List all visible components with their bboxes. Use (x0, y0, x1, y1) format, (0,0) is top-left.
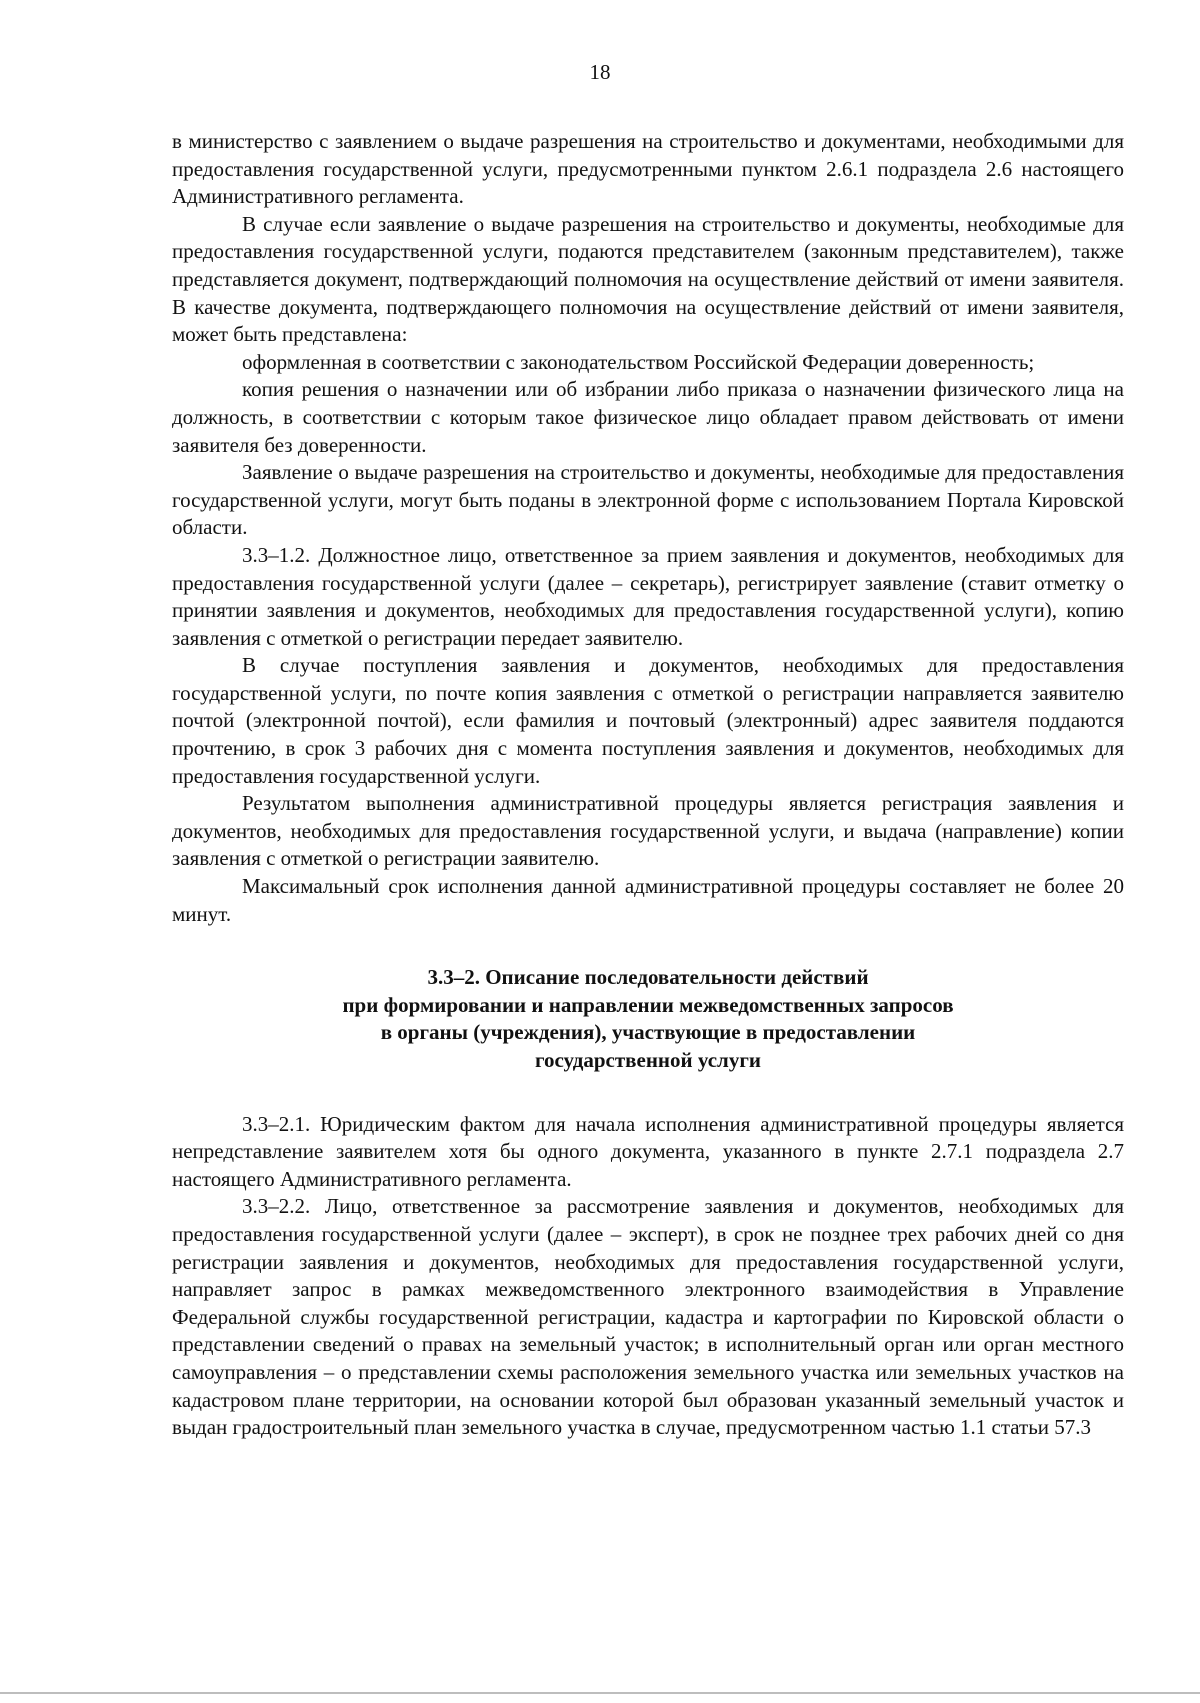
heading-line: в органы (учреждения), участвующие в предоставлении (380, 1020, 916, 1045)
heading-line: 3.3–2. Описание последовательности действий (427, 965, 869, 990)
scan-bottom-edge (0, 1692, 1200, 1694)
paragraph: Заявление о выдаче разрешения на строительство и документы, необходимые для предоставления государственной услуги, могут быть поданы в электронной форме с использованием Портала Кировской области. (172, 460, 1124, 540)
paragraph: 3.3–2.2. Лицо, ответственное за рассмотрение заявления и документов, необходимых для предоставления государственной услуги (далее – эксперт), в срок не позднее трех рабочих дней со дня регистрации заявления и документов, необходимых для предоставления государственной услуги, направляет запрос в рамках межведомственного электронного взаимодействия в Управление Федеральной службы государственной регистрации, кадастра и картографии по Кировской области о представлении сведений о правах на земельный участок; в исполнительный орган или орган местного самоуправления – о представлении схемы расположения земельного участка или земельных участков на кадастровом плане территории, на основании которой был образован указанный земельный участок и выдан градостроительный план земельного участка в случае, предусмотренном частью 1.1 статьи 57.3 (172, 1194, 1124, 1440)
paragraph: Результатом выполнения административной процедуры является регистрация заявления и документов, необходимых для предоставления государственной услуги, и выдача (направление) копии заявления с отметкой о регистрации заявителю. (172, 791, 1124, 871)
paragraphs-after-heading (172, 1111, 1124, 1442)
paragraph: 3.3–1.2. Должностное лицо, ответственное за прием заявления и документов, необходимых для предоставления государственной услуги (далее – секретарь), регистрирует заявление (ставит отметку о принятии заявления и документов, необходимых для предоставления государственной услуги), копию заявления с отметкой о регистрации передает заявителю. (172, 542, 1124, 650)
paragraph: 3.3–2.1. Юридическим фактом для начала исполнения административной процедуры является непредставление заявителем хотя бы одного документа, указанного в пункте 2.7.1 подраздела 2.7 настоящего Административного регламента. (172, 1111, 1124, 1191)
paragraphs-before-heading (172, 128, 1124, 928)
document-body (172, 128, 1124, 1442)
paragraph: В случае если заявление о выдаче разрешения на строительство и документы, необходимые для предоставления государственной услуги, подаются представителем (законным представителем), также представляется документ, подтверждающий полномочия на осуществление действий от имени заявителя. В качестве документа, подтверждающего полномочия на осуществление действий от имени заявителя, может быть представлена: (172, 211, 1124, 347)
section-heading (172, 964, 1124, 1074)
paragraph: оформленная в соответствии с законодательством Российской Федерации доверенность; (242, 349, 1035, 374)
paragraph: копия решения о назначении или об избрании либо приказа о назначении физического лица на должность, в соответствии с которым такое физическое лицо обладает правом действовать от имени заявителя без доверенности. (172, 377, 1124, 457)
paragraph: в министерство с заявлением о выдаче разрешения на строительство и документами, необходимыми для предоставления государственной услуги, предусмотренными пунктом 2.6.1 подраздела 2.6 настоящего Административного регламента. (172, 129, 1124, 209)
heading-line: при формировании и направлении межведомственных запросов (342, 992, 954, 1017)
paragraph: В случае поступления заявления и документов, необходимых для предоставления государственной услуги, по почте копия заявления с отметкой о регистрации направляется заявителю почтой (электронной почтой), если фамилия и почтовый (электронный) адрес заявителя поддаются прочтению, в срок 3 рабочих дня с момента поступления заявления и документов, необходимых для предоставления государственной услуги. (172, 653, 1124, 788)
paragraph: Максимальный срок исполнения данной административной процедуры составляет не более 20 минут. (172, 874, 1124, 926)
heading-line: государственной услуги (535, 1048, 761, 1072)
page-number: 18 (589, 60, 611, 84)
